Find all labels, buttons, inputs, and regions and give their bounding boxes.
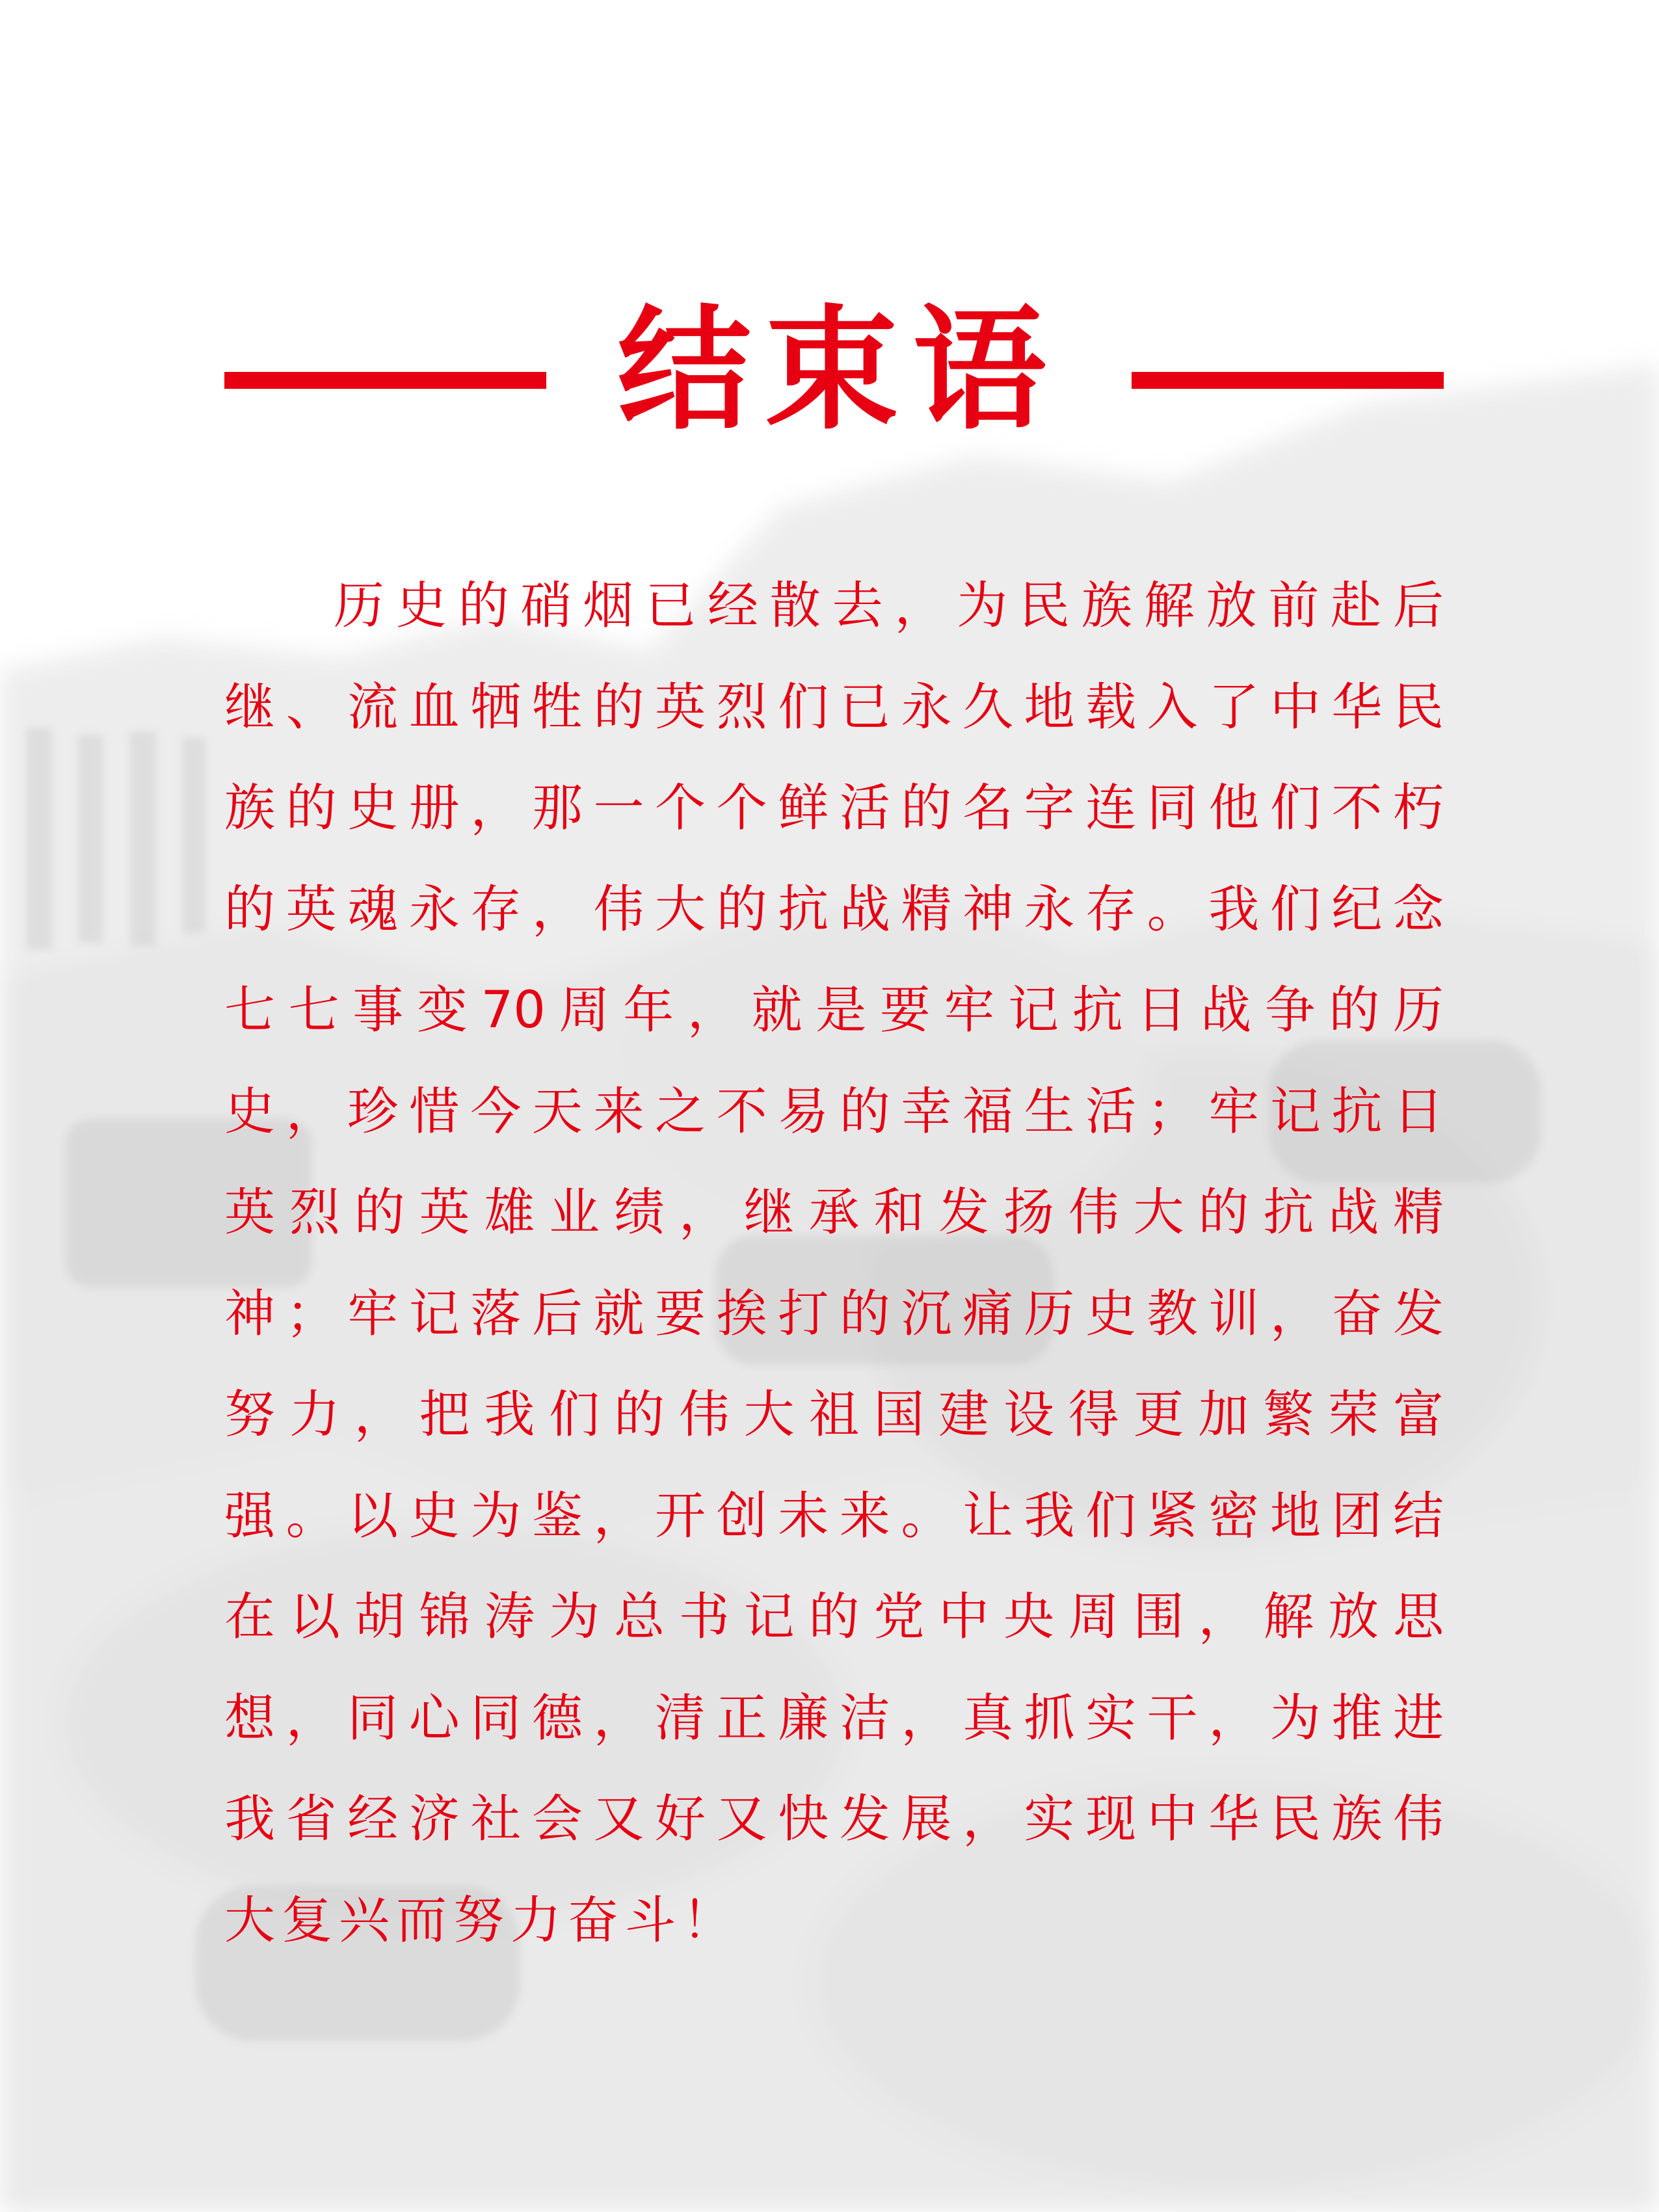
paragraph-line: 强。以史为鉴，开创未来。让我们紧密地团结 <box>224 1486 1444 1546</box>
title-row <box>0 286 1659 455</box>
paragraph-line: 在以胡锦涛为总书记的党中央周围，解放思 <box>224 1588 1444 1646</box>
paragraph-line: 族的史册，那一个个鲜活的名字连同他们不朽 <box>224 779 1444 837</box>
paragraph-line: 继、流血牺牲的英烈们已永久地载入了中华民 <box>224 678 1444 737</box>
paragraph-line: 想，同心同德，清正廉洁，真抓实干，为推进 <box>224 1689 1444 1748</box>
body-paragraph <box>224 556 1444 1971</box>
page-title: 结束语 <box>617 293 1061 448</box>
paragraph-line: 努力，把我们的伟大祖国建设得更加繁荣富 <box>224 1386 1444 1444</box>
paragraph-line: 历史的硝烟已经散去，为民族解放前赴后 <box>334 577 1444 635</box>
paragraph-line: 的英魂永存，伟大的抗战精神永存。我们纪念 <box>224 880 1444 939</box>
paragraph-line: 神；牢记落后就要挨打的沉痛历史教训，奋发 <box>224 1284 1444 1343</box>
paragraph-line: 英烈的英雄业绩，继承和发扬伟大的抗战精 <box>224 1183 1444 1242</box>
paragraph-line: 史，珍惜今天来之不易的幸福生活；牢记抗日 <box>224 1082 1444 1141</box>
paragraph-line: 我省经济社会又好又快发展，实现中华民族伟 <box>224 1790 1444 1849</box>
paragraph-line: 七七事变70周年，就是要牢记抗日战争的历 <box>224 981 1444 1040</box>
paragraph-line: 大复兴而努力奋斗！ <box>224 1891 740 1950</box>
title-left-rule <box>224 372 546 389</box>
title-right-rule <box>1132 372 1444 389</box>
